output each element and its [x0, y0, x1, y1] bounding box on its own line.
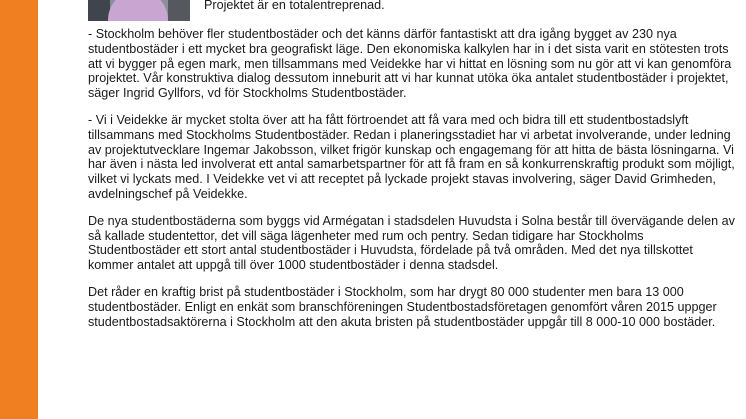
paragraph-huvudsta: De nya studentbostäderna som byggs vid Armégatan i stadsdelen Huvudsta i Solna består till övervägande delen av så kallade studentettor, det vill säga lägenheter med rum och pentry. Sedan tidigare har Stockholms Studentbostäder ett stort antal studentbostäder i Huvudsta, fördelade på två områden. Med det nya tillskottet kommer antalet att uppgå till över 1000 studentbostäder i denna stadsdel. — [88, 213, 735, 273]
paragraph-shortage: Det råder en kraftig brist på studentbostäder i Stockholm, som har drygt 80 000 studenter men bara 13 000 studentbostäder. Enligt en enkät som branschföreningen Studentbostadsföretagen genomfört våren 2015 uppger studentbostadsaktörerna i Stockholm att den akuta bristen på studentbostäder uppgår till 8 000-10 000 bostäder. — [88, 284, 717, 329]
paragraph-quote-grimheden: - Vi i Veidekke är mycket stolta över att ha fått förtroendet att få vara med och bidra till ett studentbostadslyft tillsammans med Stockholms Studentbostäder. Redan i planeringsstadiet har vi arbetat involverande, under ledning av projektutvecklare Ingemar Jakobsson, vilket frigör kunskap och engagemang för att hitta de bästa lösningarna. Vi har även i nästa led involverat ett antal samarbetspartner för att få fram en så konkurrenskraftig produkt som möjligt, vilket vi lyckats med. I Veidekke vet vi att receptet på lyckade projekt stavas involvering, säger David Grimheden, avdelningschef på Veidekke. — [88, 112, 735, 201]
portrait-photo — [88, 0, 190, 21]
paragraph-quote-gyllfors: - Stockholm behöver fler studentbostäder och det känns därför fantastiskt att dra igång bygget av 230 nya studentbostäder i ett mycket bra geografiskt läge. Den ekonomiska kalkylen har in i det sista varit en stötesten trots att vi bygger på egen mark, men tillsammans med Veidekke har vi hittat en lösning som nu gör att vi kan genomföra projektet. Vår konstruktiva dialog dessutom inneburit att vi har kunnat utöka öka antalet studentbostäder i projektet, säger Ingrid Gyllfors, vd för Stockholms Studentbostäder. — [88, 27, 732, 101]
photo-person-shape — [108, 0, 168, 21]
photo-background-right — [168, 0, 190, 21]
orange-side-stripe — [0, 0, 38, 419]
photo-background-left — [88, 0, 110, 21]
article-body — [88, 27, 736, 341]
photo-caption: Projektet är en totalentreprenad. — [204, 0, 385, 12]
